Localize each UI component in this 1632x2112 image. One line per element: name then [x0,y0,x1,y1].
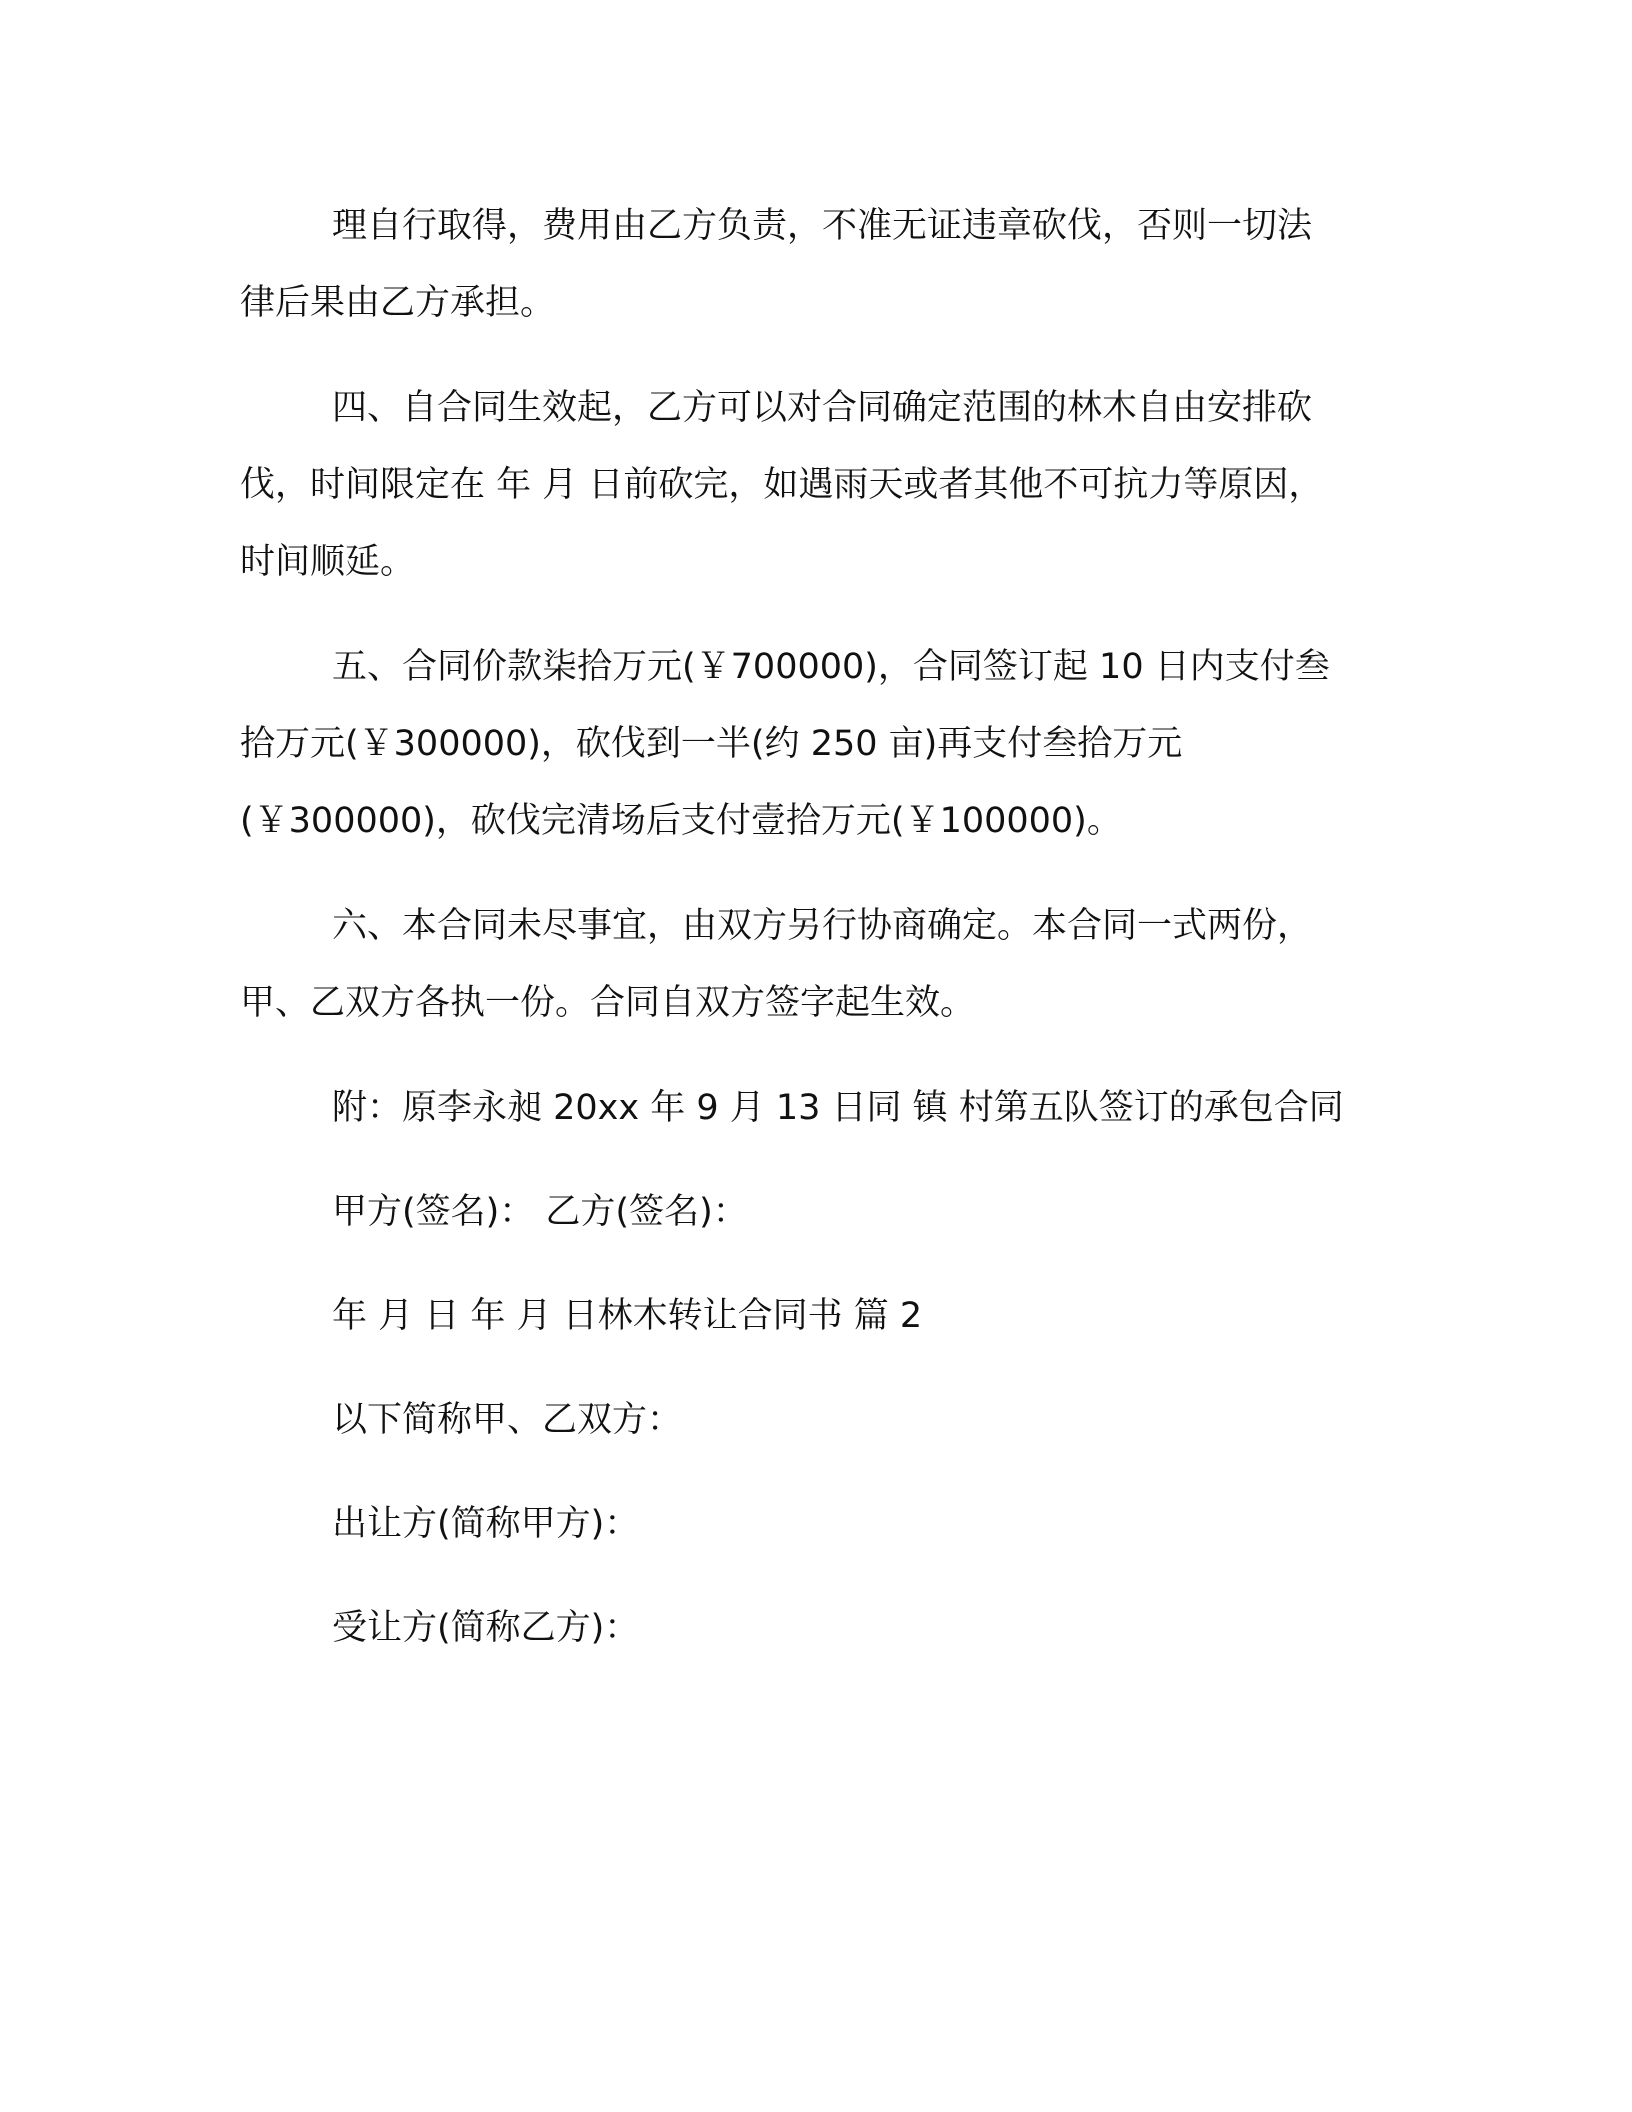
text-line: 拾万元(￥300000)，砍伐到一半(约 250 亩)再支付叁拾万元 [240,724,1183,764]
text-line: 时间顺延。 [240,542,416,582]
attachment-note: 附：原李永昶 20xx 年 9 月 13 日同 镇 村第五队签订的承包合同 [332,1088,1344,1128]
text-line: 四、自合同生效起，乙方可以对合同确定范围的林木自由安排砍 [332,388,1313,428]
signature-line: 甲方(签名)： 乙方(签名)： [332,1192,748,1232]
transferor-field: 出让方(简称甲方)： [332,1504,640,1544]
text-line: (￥300000)，砍伐完清场后支付壹拾万元(￥100000)。 [240,801,1122,841]
paragraph-clause-5 [240,629,1380,860]
text-line: 律后果由乙方承担。 [240,283,556,323]
paragraph-clause-6 [240,888,1380,1042]
text-line: 甲、乙双方各执一份。合同自双方签字起生效。 [240,983,976,1023]
text-line: 伐，时间限定在 年 月 日前砍完，如遇雨天或者其他不可抗力等原因， [240,465,1324,505]
text-line: 六、本合同未尽事宜，由双方另行协商确定。本合同一式两份， [332,906,1313,946]
parties-intro: 以下简称甲、乙双方： [332,1400,683,1440]
document-body [240,188,1380,1694]
transferee-field: 受让方(简称乙方)： [332,1608,640,1648]
date-and-section-title: 年 月 日 年 月 日林木转让合同书 篇 2 [332,1296,923,1336]
paragraph-clause-3-continued [240,188,1380,342]
text-line: 五、合同价款柒拾万元(￥700000)，合同签订起 10 日内支付叁 [332,647,1330,687]
text-line: 理自行取得，费用由乙方负责，不准无证违章砍伐，否则一切法 [332,206,1313,246]
paragraph-clause-4 [240,370,1380,601]
